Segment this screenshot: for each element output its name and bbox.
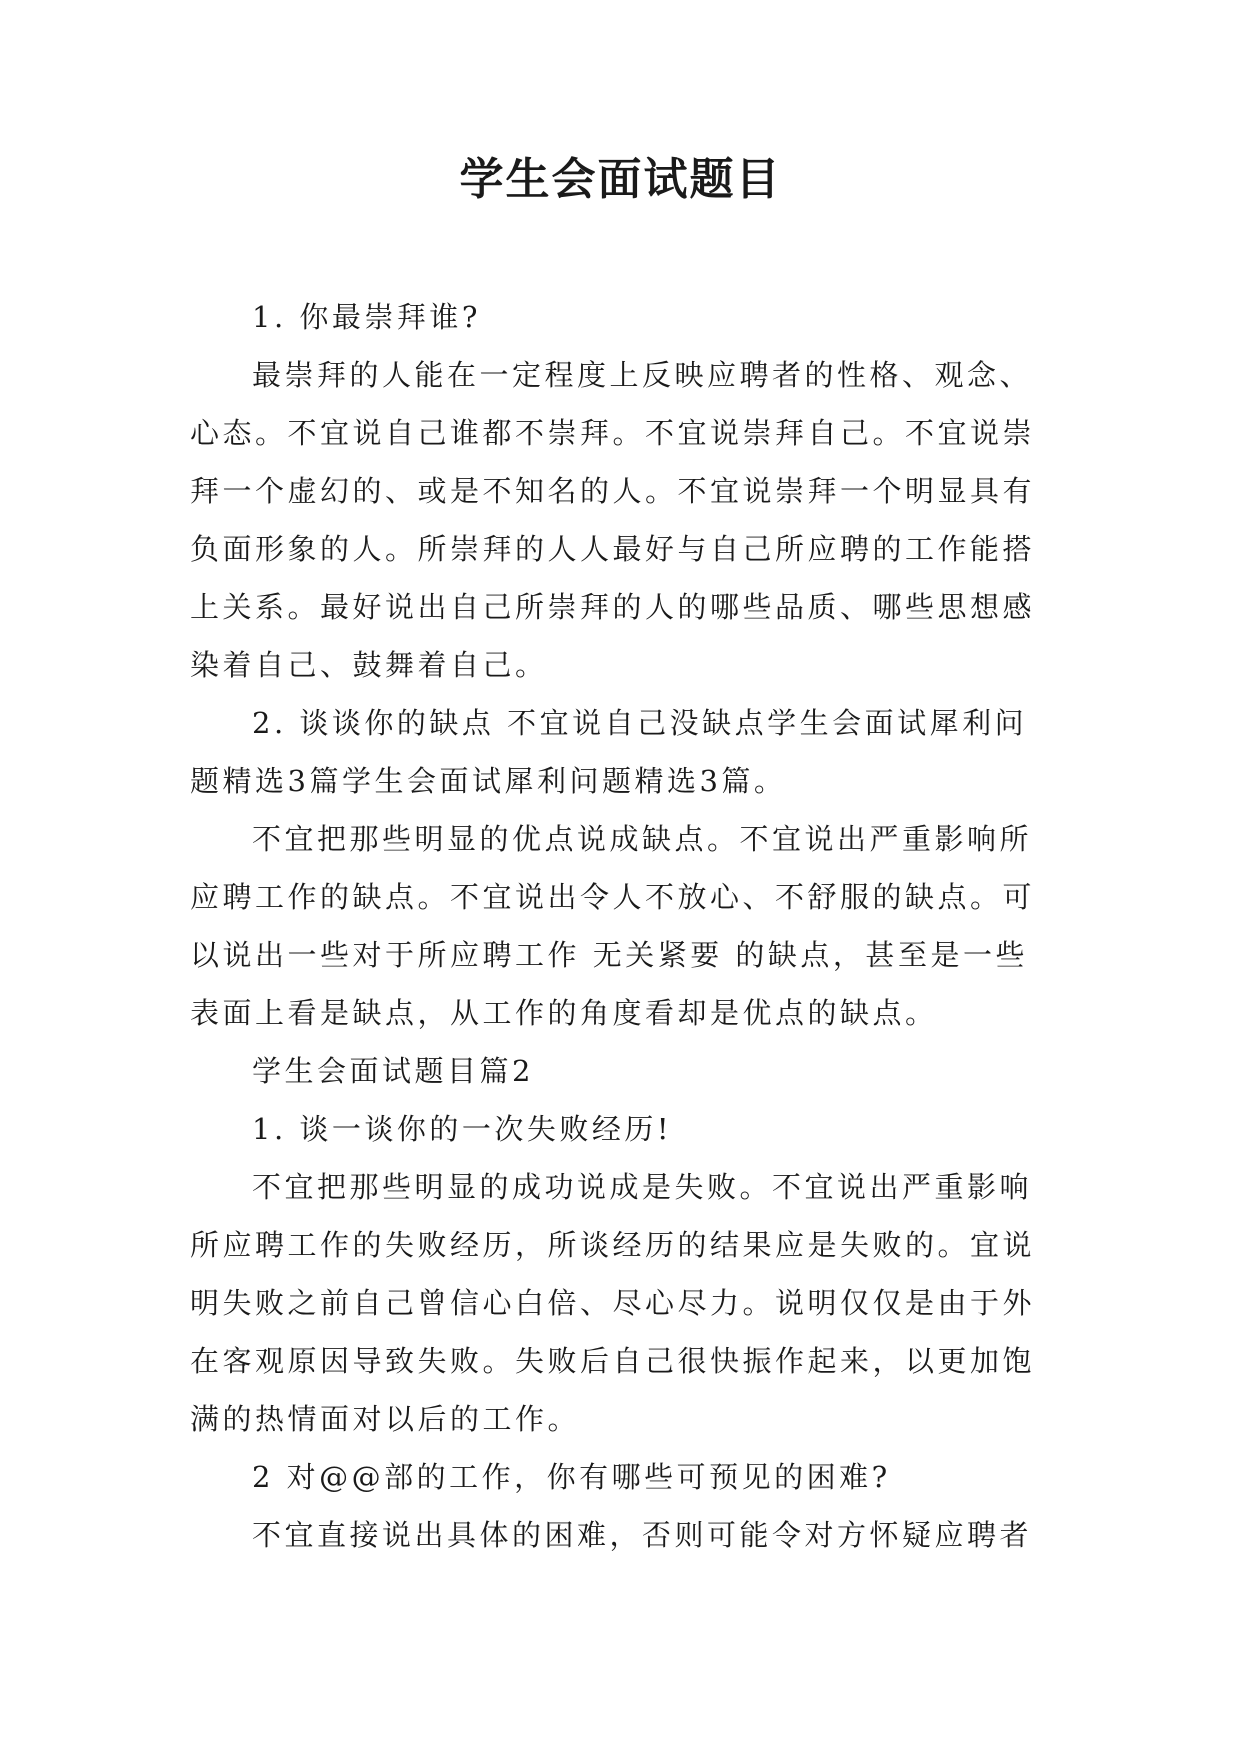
section-heading-part-2: 学生会面试题目篇2 <box>252 1054 534 1088</box>
paragraph-question-4: 2 对@@部的工作，你有哪些可预见的困难? <box>252 1460 891 1494</box>
document-body <box>190 288 1050 1564</box>
document-title: 学生会面试题目 <box>459 154 782 205</box>
paragraph-answer-3: 不宜把那些明显的成功说成是失败。不宜说出严重影响所应聘工作的失败经历，所谈经历的结果应是失败的。宜说明失败之前自己曾信心白倍、尽心尽力。说明仅仅是由于外在客观原因导致失败。失败后自己很快振作起来，以更加饱满的热情面对以后的工作。 <box>190 1170 1036 1436</box>
paragraph-answer-1: 最崇拜的人能在一定程度上反映应聘者的性格、观念、心态。不宜说自己谁都不崇拜。不宜说崇拜自己。不宜说崇拜一个虚幻的、或是不知名的人。不宜说崇拜一个明显具有负面形象的人。所崇拜的人人最好与自己所应聘的工作能搭 上关系。最好说出自己所崇拜的人的哪些品质、哪些思想感染着自己、鼓舞着自己。 <box>190 358 1036 682</box>
paragraph-question-1: 1. 你最崇拜谁? <box>252 300 481 334</box>
paragraph-question-2: 2. 谈谈你的缺点 不宜说自己没缺点学生会面试犀利问题精选3篇学生会面试犀利问题精选3篇。 <box>190 706 1028 798</box>
paragraph-question-3: 1. 谈一谈你的一次失败经历! <box>252 1112 673 1146</box>
paragraph-answer-2: 不宜把那些明显的优点说成缺点。不宜说出严重影响所应聘工作的缺点。不宜说出令人不放心、不舒服的缺点。可以说出一些对于所应聘工作 无关紧要 的缺点，甚至是一些表面上看是缺点，从工作的角度看却是优点的缺点。 <box>190 822 1036 1030</box>
paragraph-answer-4: 不宜直接说出具体的困难，否则可能令对方怀疑应聘者 <box>252 1518 1033 1552</box>
